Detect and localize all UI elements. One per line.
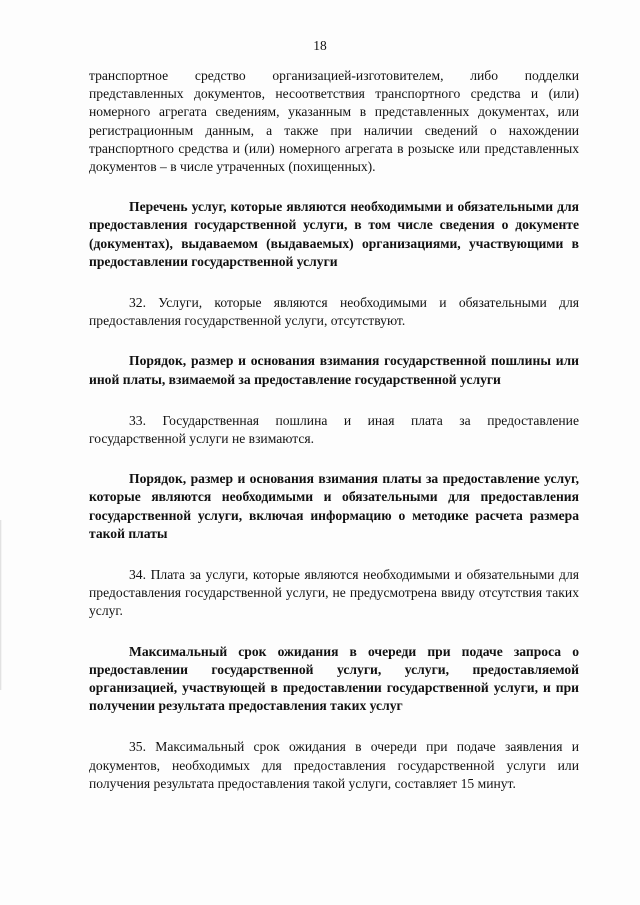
page-number: 18 bbox=[313, 38, 327, 53]
page-content bbox=[89, 67, 579, 793]
heading-payment-methodology: Порядок, размер и основания взимания платы за предоставление услуг, которые являются необходимыми и обязательными для предоставления государственной услуги, включая информацию о методике расчета размера такой платы bbox=[89, 471, 579, 541]
paragraph-32: 32. Услуги, которые являются необходимыми и обязательными для предоставления государственной услуги, отсутствуют. bbox=[89, 295, 579, 329]
paragraph-35: 35. Максимальный срок ожидания в очереди при подаче заявления и документов, необходимых для предоставления государственной услуги или получения результата предоставления такой услуги, составляет 15 минут. bbox=[89, 739, 579, 791]
heading-services-list: Перечень услуг, которые являются необходимыми и обязательными для предоставления государственной услуги, в том числе сведения о документе (документах), выдаваемом (выдаваемых) организациями, участвующими в предоставлении государственной услуги bbox=[89, 199, 579, 269]
heading-waiting-time: Максимальный срок ожидания в очереди при подаче запроса о предоставлении государственной услуги, услуги, предоставляемой организацией, участвующей в предоставлении государственной услуги, и при получении результата предоставления таких услуг bbox=[89, 643, 579, 714]
continuation-paragraph: транспортное средство организацией-изготовителем, либо подделки представленных документов, несоответствия транспортного средства и (или) номерного агрегата сведениям, указанным в представленных документах, или регистрационным данным, а также при наличии сведений о нахождении транспортного средства и (или) номерного агрегата в розыске или представленных документов – в числе утраченных (похищенных). bbox=[89, 68, 579, 175]
scan-edge-shadow bbox=[0, 520, 2, 690]
heading-fee-procedure: Порядок, размер и основания взимания государственной пошлины или иной платы, взимаемой за предоставление государственной услуги bbox=[89, 353, 579, 387]
paragraph-34: 34. Плата за услуги, которые являются необходимыми и обязательными для предоставления государственной услуги, не предусмотрена ввиду отсутствия таких услуг. bbox=[89, 567, 579, 619]
paragraph-33: 33. Государственная пошлина и иная плата за предоставление государственной услуги не взимаются. bbox=[89, 412, 579, 447]
